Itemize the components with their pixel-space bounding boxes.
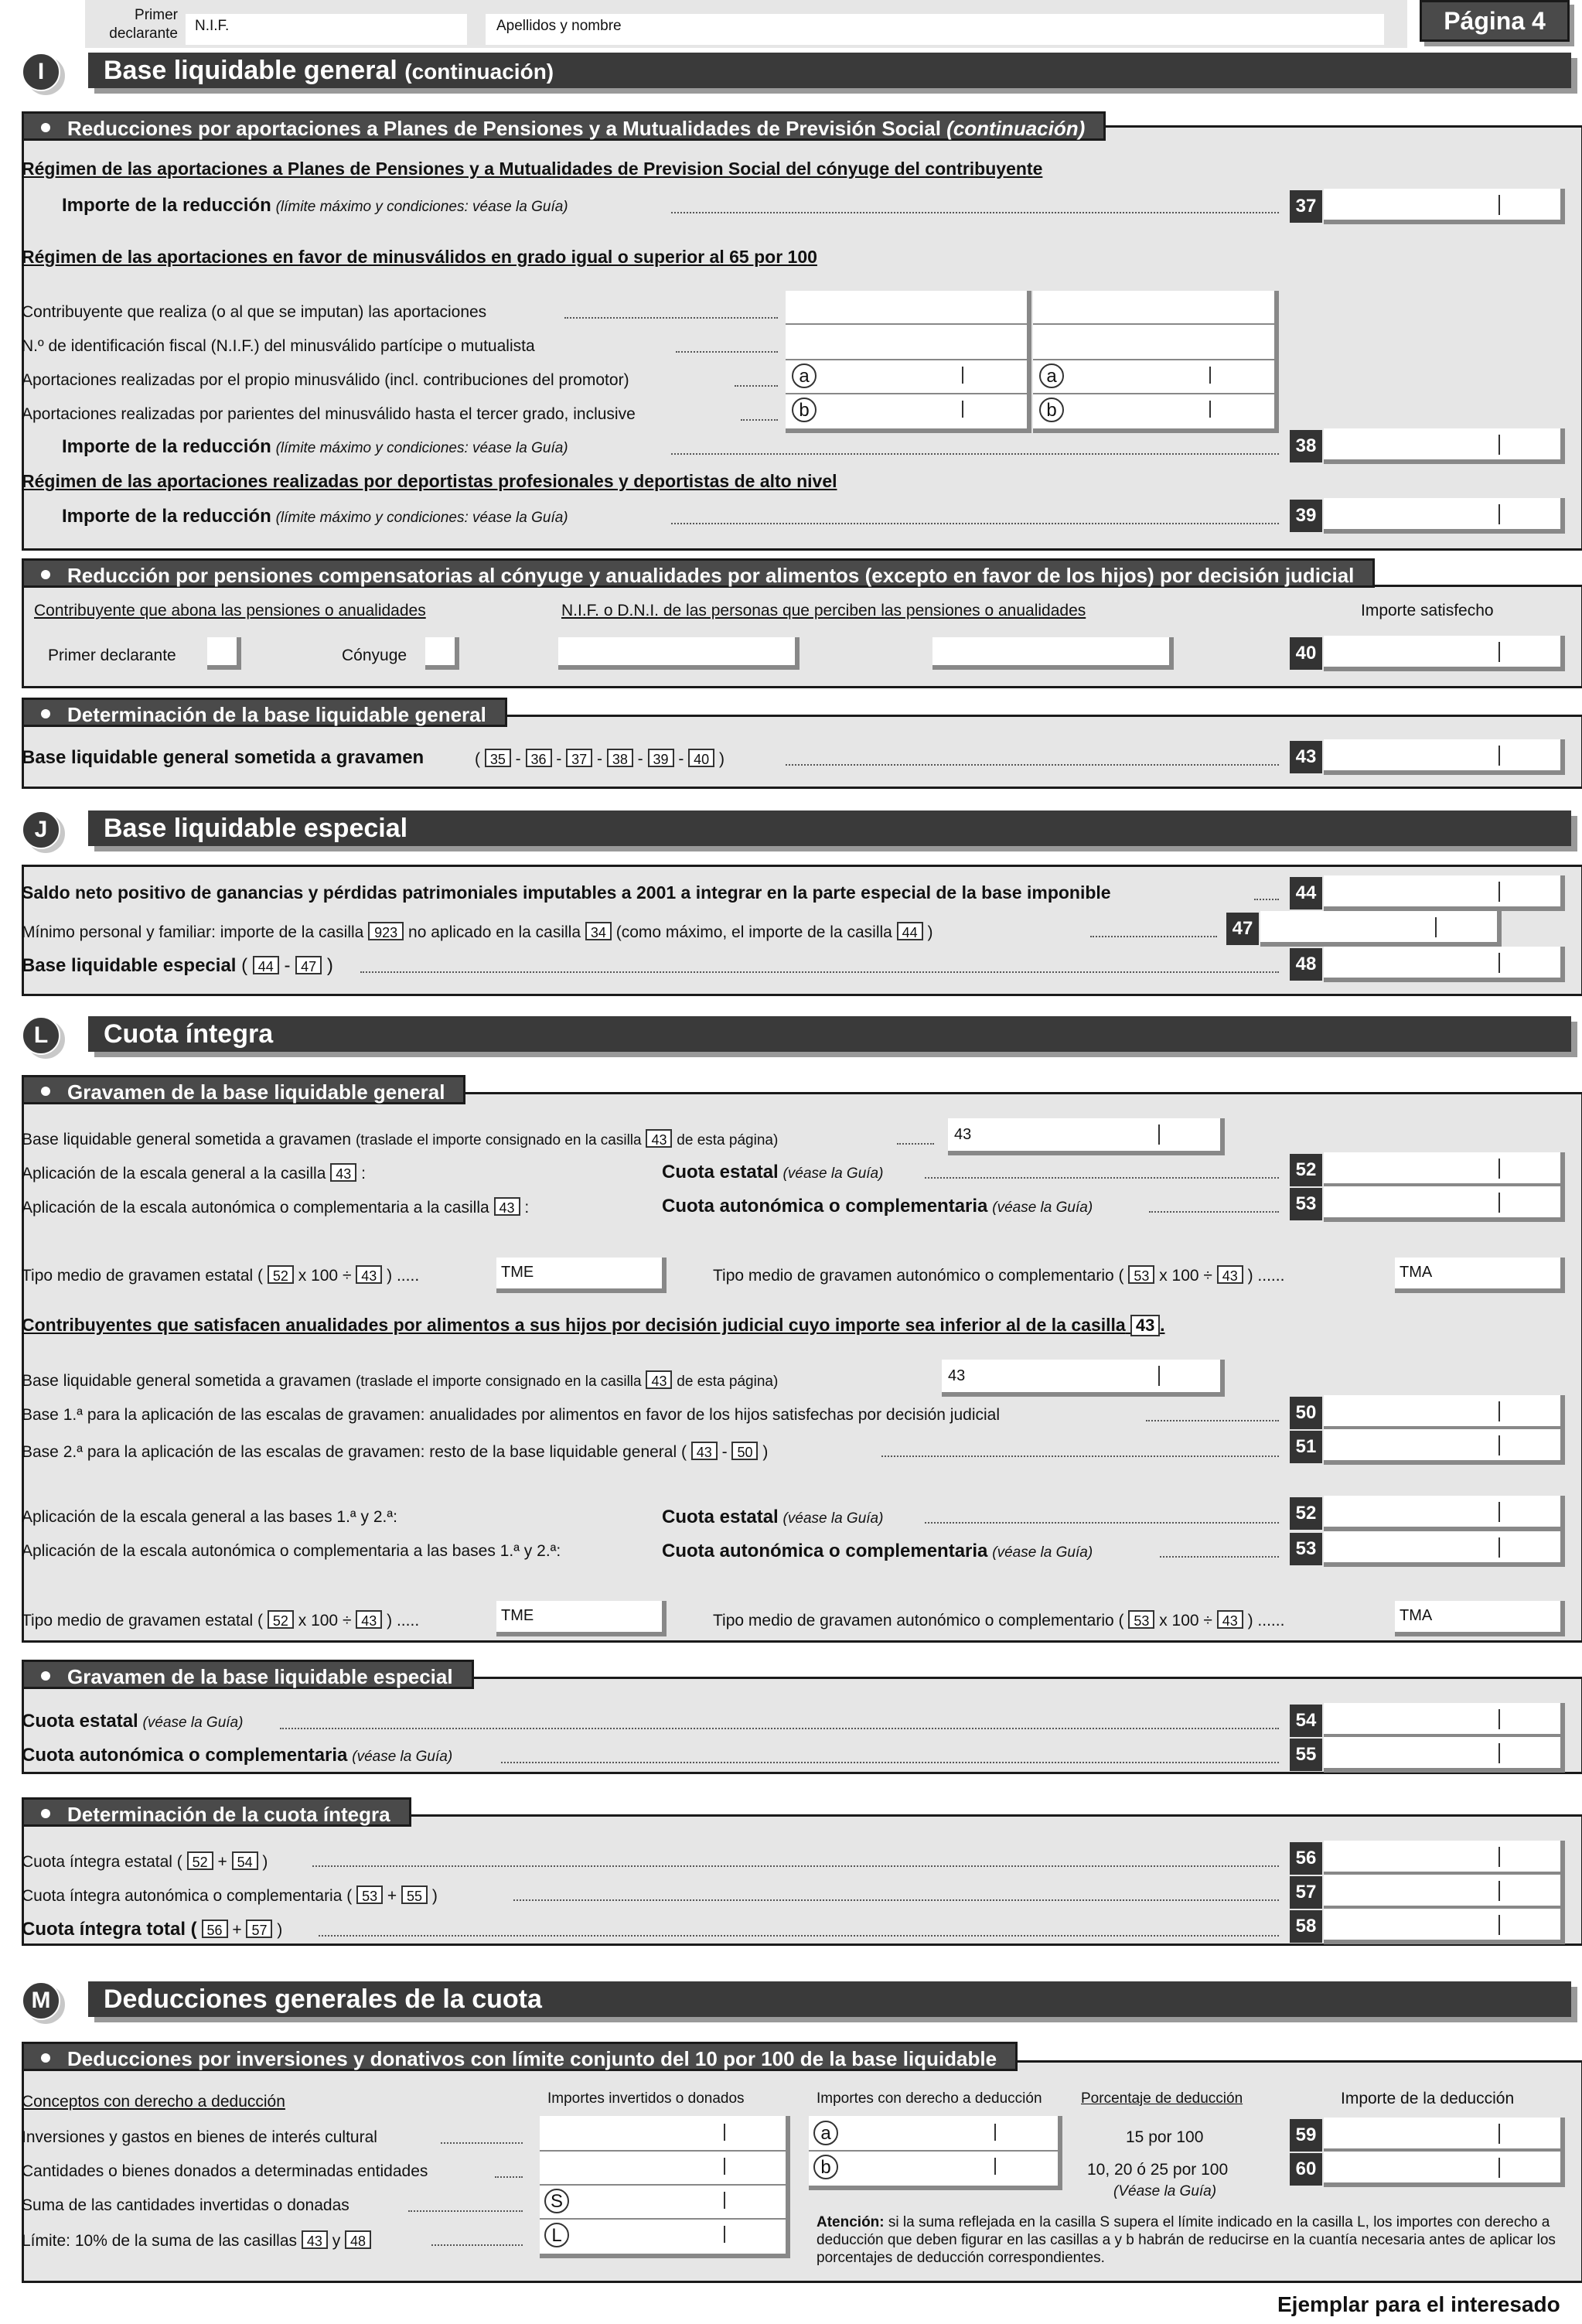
deductible-column (809, 2116, 1062, 2190)
lg-cuota-estatal (662, 1163, 883, 1183)
box-53-field[interactable] (1324, 1186, 1565, 1222)
primer-declarante-label: Primer declarante (48, 647, 176, 664)
ref-43: 43 (356, 1610, 382, 1629)
box-51-field[interactable] (1324, 1429, 1565, 1465)
ref-43: 43 (1217, 1610, 1243, 1629)
box-48-label: 48 (1290, 948, 1322, 981)
lg-43-copy-field[interactable] (948, 1118, 1225, 1155)
section-l-title (88, 1016, 1571, 1052)
reduction-38-label (62, 438, 568, 458)
pensiones-header (22, 558, 1375, 588)
tme-tag: TME (501, 1264, 534, 1281)
dots-leader (881, 1455, 1279, 1457)
lh-cuota-estatal-text: Cuota estatal (662, 1507, 779, 1527)
ded-row-2: Cantidades o bienes donados a determinadas entidades (22, 2162, 428, 2180)
ref-37: 37 (566, 749, 592, 767)
ci-row-3: Cuota íntegra total ( 56 + 57 ) (22, 1919, 283, 1940)
lg-tma-text: Tipo medio de gravamen autonómico o complementario ( (713, 1267, 1124, 1285)
ref-53: 53 (1128, 1265, 1154, 1284)
reduction-37-label (62, 196, 568, 217)
box-48-field[interactable] (1324, 947, 1565, 982)
box-47-field[interactable] (1260, 911, 1502, 947)
minus-c2-tick (1209, 367, 1211, 384)
dots-leader (897, 1143, 934, 1145)
ci-row-3-text: Cuota íntegra total ( (22, 1919, 197, 1940)
box-54-field[interactable] (1324, 1703, 1565, 1739)
ref-39: 39 (648, 749, 674, 767)
ref-44: 44 (897, 922, 923, 940)
dots-leader (741, 419, 778, 421)
minus-c1-divider (786, 359, 1027, 360)
cuota-integra-header (22, 1797, 411, 1827)
dots-leader (501, 1762, 1279, 1763)
footer-copy: Ejemplar para el interesado (1277, 2292, 1560, 2316)
box-56-label: 56 (1290, 1842, 1322, 1875)
atencion-label: Atención: (817, 2214, 885, 2230)
invested-tick (724, 2226, 725, 2243)
pct-guia-note: (Véase la Guía) (1113, 2183, 1217, 2199)
reduction-38-label-text: Importe de la reducción (62, 436, 271, 457)
ref-36: 36 (526, 749, 552, 767)
ref-43: 43 (302, 2230, 328, 2249)
dots-leader (495, 2176, 523, 2178)
pct-15: 15 por 100 (1126, 2128, 1204, 2146)
deductible-tick (994, 2158, 996, 2175)
ref-34: 34 (585, 922, 612, 940)
dots-leader (735, 385, 778, 387)
lh-guia-note: (véase la Guía) (992, 1544, 1093, 1561)
base2-label: Base 2.ª para la aplicación de las escalas de gravamen: resto de la base liquidable general ( 43 - 50 ) (22, 1443, 769, 1461)
le-row-1-text: Cuota estatal (22, 1711, 138, 1732)
lh-row-1-note2: de esta página) (677, 1374, 779, 1390)
box-39-label: 39 (1290, 500, 1322, 532)
lg-x100: x 100 ÷ (1159, 1267, 1212, 1285)
hijos-heading-text: Contribuyentes que satisfacen anualidades por alimentos a sus hijos por decisión judicial cuyo importe sea inferior al de la casilla (22, 1315, 1126, 1335)
box-39-field[interactable] (1324, 498, 1565, 534)
ded-row-4-text: Límite: 10% de la suma de las casillas (22, 2232, 298, 2250)
lg-row-2-text: Aplicación de la escala general a la casilla (22, 1165, 326, 1182)
ci-row-1: Cuota íntegra estatal ( 52 + 54 ) (22, 1853, 268, 1871)
minusvalidos-heading: Régimen de las aportaciones en favor de minusválidos en grado igual o superior al 65 por 100 (22, 247, 817, 267)
minimo-text-a: Mínimo personal y familiar: importe de la casilla (22, 923, 364, 941)
lg-row-3: Aplicación de la escala autonómica o complementaria a la casilla 43 : (22, 1199, 530, 1217)
declarant-label-1: Primer (135, 7, 178, 23)
circle-a: a (813, 2121, 838, 2145)
le-guia-note: (véase la Guía) (142, 1715, 244, 1731)
dots-leader (671, 453, 1279, 455)
deductible-tick (994, 2124, 996, 2141)
section-l-badge: L (22, 1016, 60, 1055)
lh-row-1-note: (traslade el importe consignado en la casilla (355, 1374, 642, 1390)
box-56-field[interactable] (1324, 1841, 1565, 1876)
section-i-title (88, 53, 1571, 88)
ref-53: 53 (1128, 1610, 1154, 1629)
ded-y: y (332, 2232, 341, 2250)
lg-tme-row: Tipo medio de gravamen estatal ( 52 x 100 ÷ 43 ) ..... (22, 1267, 420, 1285)
box-53-label: 53 (1290, 1188, 1322, 1220)
ref-43: 43 (330, 1163, 356, 1182)
section-i-title-text: Base liquidable general (104, 56, 397, 85)
nif-perceptor-1[interactable] (558, 637, 800, 670)
invested-divider (540, 2184, 786, 2186)
lg-row-1 (22, 1129, 778, 1150)
pct-10-20-25: 10, 20 ó 25 por 100 (1087, 2161, 1229, 2179)
base-especial-label-text: Base liquidable especial (22, 955, 237, 976)
box-52-label: 52 (1290, 1154, 1322, 1186)
ref-35: 35 (485, 749, 511, 767)
le-row-1 (22, 1712, 243, 1732)
invested-divider (540, 2218, 786, 2220)
reduction-39-label (62, 507, 568, 527)
ref-52: 52 (268, 1610, 294, 1629)
ded-col-2: Importes invertidos o donados (547, 2090, 745, 2107)
minus-c1-input-2[interactable] (786, 325, 1027, 357)
lg-x100: x 100 ÷ (298, 1267, 352, 1285)
dots-leader (1254, 899, 1279, 900)
dots-leader (564, 317, 778, 319)
dots-leader (1149, 1211, 1279, 1213)
ref-54: 54 (232, 1851, 258, 1870)
ref-57: 57 (246, 1920, 272, 1938)
box-43-label: 43 (1290, 741, 1322, 773)
hijos-heading: Contribuyentes que satisfacen anualidades por alimentos a sus hijos por decisión judicial cuyo importe sea inferior al de la casilla 43 . (22, 1315, 1165, 1335)
lh-43-copy-tag: 43 (948, 1367, 966, 1384)
dots-leader (441, 2142, 523, 2144)
minus-row-1: Contribuyente que realiza (o al que se imputan) las aportaciones (22, 303, 487, 321)
pension-reductions-title-suffix: (continuación) (946, 117, 1086, 140)
base-general-header (22, 698, 507, 727)
ref-47: 47 (295, 956, 322, 974)
atencion-text: si la suma reflejada en la casilla S supera el límite indicado en la casilla L, los importes con derecho a deducción que deben figurar en las casillas a y b habrán de reducirse en la cuantía necesaria antes de aplicar los porcentajes de deducción correspondientes. (817, 2214, 1556, 2266)
deducciones-header (22, 2042, 1018, 2071)
box-53b-field[interactable] (1324, 1531, 1565, 1567)
section-j-badge: J (22, 810, 60, 849)
lg-row-1-note: (traslade el importe consignado en la casilla (355, 1132, 642, 1148)
lg-guia-note: (véase la Guía) (992, 1200, 1093, 1216)
gravamen-especial-header (22, 1660, 474, 1689)
pension-reductions-title: Reducciones por aportaciones a Planes de Pensiones y a Mutualidades de Previsión Social (67, 117, 941, 140)
lg-cuota-estatal-text: Cuota estatal (662, 1162, 779, 1182)
minus-c1-input-1[interactable] (786, 291, 1027, 323)
dots-leader (671, 212, 1279, 213)
box-54-label: 54 (1290, 1705, 1322, 1737)
lh-aut-row: Aplicación de la escala autonómica o complementaria a las bases 1.ª y 2.ª: (22, 1542, 561, 1560)
lg-tme-text: Tipo medio de gravamen estatal ( (22, 1267, 264, 1285)
ref-53: 53 (356, 1885, 383, 1904)
ref-43: 43 (1130, 1315, 1160, 1336)
lg-cuota-auton-text: Cuota autonómica o complementaria (662, 1196, 988, 1217)
ref-40: 40 (688, 749, 714, 767)
dots-leader (925, 1177, 1279, 1179)
section-i-title-suffix: (continuación) (404, 60, 554, 84)
box-38-field[interactable] (1324, 428, 1565, 464)
box-58-label: 58 (1290, 1910, 1322, 1943)
box-60-label: 60 (1290, 2153, 1322, 2186)
lh-tma-row: Tipo medio de gravamen autonómico o complementario ( 53 x 100 ÷ 43 ) ...... (713, 1612, 1285, 1630)
minus-c1-circle-b: b (792, 398, 817, 422)
minus-row-4: Aportaciones realizadas por parientes del minusválido hasta el tercer grado, inclusive (22, 405, 636, 423)
ref-38: 38 (607, 749, 633, 767)
ded-row-3: Suma de las cantidades invertidas o donadas (22, 2196, 349, 2214)
minimo-personal-label: Mínimo personal y familiar: importe de la casilla 923 no aplicado en la casilla 34 (como máximo, el importe de la casilla 44 ) (22, 923, 933, 941)
ref-55: 55 (401, 1885, 428, 1904)
box-53b-label: 53 (1290, 1533, 1322, 1565)
page-number-text: Página 4 (1444, 7, 1546, 35)
saldo-neto-label: Saldo neto positivo de ganancias y pérdidas patrimoniales imputables a 2001 a integrar en la parte especial de la base imponible (22, 882, 1111, 903)
section-m-title-text: Deducciones generales de la cuota (104, 1984, 542, 2014)
tme2-tag: TME (501, 1607, 534, 1624)
pensiones-title: Reducción por pensiones compensatorias al cónyuge y anualidades por alimentos (excepto en favor de los hijos) por decisión judicial (67, 564, 1355, 587)
box-37-label: 37 (1290, 190, 1322, 223)
nif-label: N.I.F. (195, 18, 230, 34)
primer-declarante-checkbox[interactable] (207, 637, 241, 670)
box-52b-label: 52 (1290, 1497, 1322, 1530)
section-j-title-text: Base liquidable especial (104, 814, 408, 843)
lh-cuota-auton-text: Cuota autonómica o complementaria (662, 1541, 988, 1561)
ci-row-2: Cuota íntegra autonómica o complementaria ( 53 + 55 ) (22, 1887, 438, 1905)
ded-col-1: Conceptos con derecho a deducción (22, 2093, 285, 2111)
minimo-text-c: (como máximo, el importe de la casilla (615, 923, 892, 941)
pensiones-col-1: Contribuyente que abona las pensiones o anualidades (34, 602, 426, 619)
box-57-field[interactable] (1324, 1875, 1565, 1910)
reduction-37-label-text: Importe de la reducción (62, 195, 271, 216)
ref-923: 923 (368, 922, 404, 940)
base-general-refs: ( 35 - 36 - 37 - 38 - 39 - 40 ) (475, 750, 725, 768)
le-row-2 (22, 1746, 452, 1766)
base-general-title: Determinación de la base liquidable general (67, 703, 486, 726)
lh-gen-row: Aplicación de la escala general a las bases 1.ª y 2.ª: (22, 1508, 397, 1526)
lg-row-3-text: Aplicación de la escala autonómica o complementaria a la casilla (22, 1199, 489, 1217)
minus-c2-divider (1033, 323, 1274, 325)
deportistas-heading: Régimen de las aportaciones realizadas por deportistas profesionales y deportistas de alto nivel (22, 471, 837, 491)
minus-row-2: N.º de identificación fiscal (N.I.F.) del minusválido partícipe o mutualista (22, 337, 535, 355)
ref-43: 43 (494, 1197, 520, 1216)
box-44-label: 44 (1290, 877, 1322, 909)
box-38-label: 38 (1290, 430, 1322, 462)
le-row-2-text: Cuota autonómica o complementaria (22, 1745, 348, 1766)
ded-col-5: Importe de la deducción (1341, 2090, 1515, 2107)
dots-leader (280, 1728, 1279, 1729)
box-47-label: 47 (1226, 913, 1259, 945)
box-51-label: 51 (1290, 1431, 1322, 1463)
box-59-label: 59 (1290, 2119, 1322, 2152)
le-guia-note: (véase la Guía) (352, 1749, 453, 1765)
invested-divider (540, 2150, 786, 2152)
gravamen-general-title: Gravamen de la base liquidable general (67, 1080, 445, 1104)
dots-leader (671, 523, 1279, 524)
invested-column (540, 2116, 790, 2258)
ref-48: 48 (345, 2230, 371, 2249)
ded-col-3: Importes con derecho a deducción (817, 2090, 1042, 2107)
ded-col-4: Porcentaje de deducción (1081, 2090, 1243, 2107)
deducciones-title: Deducciones por inversiones y donativos con límite conjunto del 10 por 100 de la base liquidable (67, 2047, 997, 2070)
lg-row-1-text: Base liquidable general sometida a gravamen (22, 1131, 352, 1148)
minus-c1-circle-a: a (792, 363, 817, 388)
box-44-field[interactable] (1324, 875, 1565, 911)
box-59-field[interactable] (1324, 2118, 1565, 2153)
lh-tma-text: Tipo medio de gravamen autonómico o complementario ( (713, 1612, 1124, 1630)
ref-43: 43 (356, 1265, 382, 1284)
dots-leader (408, 2210, 523, 2212)
dots-leader (360, 971, 1279, 973)
lh-tme-text: Tipo medio de gravamen estatal ( (22, 1612, 264, 1630)
lg-43-copy-tag: 43 (954, 1126, 972, 1143)
minimo-text-b: no aplicado en la casilla (408, 923, 581, 941)
base1-label: Base 1.ª para la aplicación de las escalas de gravamen: anualidades por alimentos en favor de los hijos satisfechas por decisión judicial (22, 1406, 1001, 1424)
base-especial-label: Base liquidable especial ( 44 - 47 ) (22, 955, 333, 976)
minus-c2-circle-b: b (1039, 398, 1064, 422)
gravamen-especial-title: Gravamen de la base liquidable especial (67, 1665, 453, 1688)
minus-row-3: Aportaciones realizadas por el propio minusválido (incl. contribuciones del promotor) (22, 371, 629, 389)
cuota-integra-title: Determinación de la cuota íntegra (67, 1803, 390, 1826)
pensiones-col-2: N.I.F. o D.N.I. de las personas que perciben las pensiones o anualidades (561, 602, 1086, 619)
section-j-title (88, 810, 1571, 846)
lh-row-1-text: Base liquidable general sometida a gravamen (22, 1372, 352, 1390)
box-50-field[interactable] (1324, 1395, 1565, 1431)
box-60-field[interactable] (1324, 2152, 1565, 2187)
minus-c1-divider (786, 393, 1027, 394)
section-m-badge: M (22, 1981, 60, 2020)
lg-cuota-auton (662, 1197, 1093, 1217)
ded-row-1: Inversiones y gastos en bienes de interés cultural (22, 2128, 377, 2146)
section-m-title (88, 1981, 1571, 2017)
dots-leader (1160, 1556, 1279, 1558)
conyuge-checkbox[interactable] (425, 637, 459, 670)
lh-x100: x 100 ÷ (1159, 1612, 1212, 1630)
reduction-38-note: (límite máximo y condiciones: véase la Guía) (275, 440, 568, 456)
section-l-title-text: Cuota íntegra (104, 1019, 274, 1049)
ci-row-2-text: Cuota íntegra autonómica o complementaria ( (22, 1887, 353, 1905)
ref-43: 43 (646, 1129, 672, 1148)
ref-43: 43 (646, 1370, 672, 1389)
dots-leader (431, 2244, 523, 2246)
ref-44b: 44 (253, 956, 279, 974)
ded-row-4 (22, 2230, 371, 2251)
minus-c2-divider (1033, 359, 1274, 360)
page-number (1420, 0, 1570, 42)
nif-perceptor-2[interactable] (932, 637, 1174, 670)
lg-tma-row: Tipo medio de gravamen autonómico o complementario ( 53 x 100 ÷ 43 ) ...... (713, 1267, 1285, 1285)
circle-s: S (544, 2189, 569, 2213)
lg-guia-note: (véase la Guía) (782, 1165, 884, 1182)
dots-leader (676, 351, 778, 353)
lh-cuota-estatal (662, 1508, 883, 1528)
pensiones-col-3: Importe satisfecho (1361, 602, 1494, 619)
box-58-field[interactable] (1324, 1909, 1565, 1944)
minus-c2-divider (1033, 393, 1274, 394)
box-43-field[interactable] (1324, 739, 1565, 775)
ref-43: 43 (691, 1442, 718, 1460)
deductible-divider (809, 2150, 1058, 2152)
name-label: Apellidos y nombre (496, 18, 622, 34)
lh-row-1 (22, 1370, 778, 1391)
reduction-39-label-text: Importe de la reducción (62, 506, 271, 527)
lh-x100: x 100 ÷ (298, 1612, 352, 1630)
minus-column-2 (1033, 291, 1279, 433)
base-general-label: Base liquidable general sometida a gravamen (22, 747, 424, 768)
base2-text: Base 2.ª para la aplicación de las escalas de gravamen: resto de la base liquidable general ( (22, 1443, 687, 1461)
box-55-field[interactable] (1324, 1737, 1565, 1773)
ci-row-1-text: Cuota íntegra estatal ( (22, 1853, 182, 1871)
section-i-badge: I (22, 53, 60, 91)
minus-c1-tick (962, 401, 963, 418)
ref-50: 50 (731, 1442, 758, 1460)
lh-43-copy-field[interactable] (942, 1360, 1225, 1397)
lg-row-1-note2: de esta página) (677, 1132, 779, 1148)
atencion-note (817, 2213, 1559, 2267)
box-55-label: 55 (1290, 1739, 1322, 1771)
box-52b-field[interactable] (1324, 1496, 1565, 1531)
box-50-label: 50 (1290, 1397, 1322, 1429)
dots-leader (1090, 936, 1217, 937)
circle-b: b (813, 2155, 838, 2179)
invested-tick (724, 2192, 725, 2209)
lh-tme-row: Tipo medio de gravamen estatal ( 52 x 100 ÷ 43 ) ..... (22, 1612, 420, 1630)
ref-43: 43 (1217, 1265, 1243, 1284)
dots-leader (319, 1935, 1279, 1937)
dots-leader (312, 1865, 1279, 1867)
minus-c1-tick (962, 367, 963, 384)
minus-c2-circle-a: a (1039, 363, 1064, 388)
invested-tick (724, 2158, 725, 2175)
lh-guia-note: (véase la Guía) (782, 1510, 884, 1527)
minus-c2-tick (1209, 401, 1211, 418)
box-52-field[interactable] (1324, 1152, 1565, 1188)
invested-tick (724, 2124, 725, 2141)
dots-leader (925, 1522, 1279, 1524)
lg-row-2: Aplicación de la escala general a la casilla 43 : (22, 1165, 366, 1182)
reduction-37-note: (límite máximo y condiciones: véase la Guía) (275, 199, 568, 215)
box-40-field[interactable] (1324, 636, 1565, 671)
dots-leader (1146, 1420, 1279, 1421)
ref-52: 52 (268, 1265, 294, 1284)
dots-leader (786, 764, 1279, 766)
dots-leader (513, 1899, 1279, 1901)
lh-cuota-auton (662, 1542, 1093, 1562)
tma-tag: TMA (1400, 1264, 1433, 1281)
ref-52: 52 (187, 1851, 213, 1870)
reduction-39-note: (límite máximo y condiciones: véase la Guía) (275, 510, 568, 526)
box-37-field[interactable] (1324, 189, 1565, 224)
gravamen-general-header (22, 1075, 465, 1104)
conyuge-regime-heading: Régimen de las aportaciones a Planes de Pensiones y a Mutualidades de Prevision Social del cónyuge del contribuyente (22, 159, 1043, 179)
tma2-tag: TMA (1400, 1607, 1433, 1624)
box-57-label: 57 (1290, 1876, 1322, 1909)
pension-reductions-header (22, 111, 1106, 141)
declarant-label (97, 6, 178, 43)
circle-l: L (544, 2223, 569, 2247)
box-40-label: 40 (1290, 637, 1322, 670)
ref-56: 56 (202, 1920, 228, 1938)
conyuge-label: Cónyuge (342, 647, 407, 664)
declarant-label-2: declarante (109, 26, 178, 42)
